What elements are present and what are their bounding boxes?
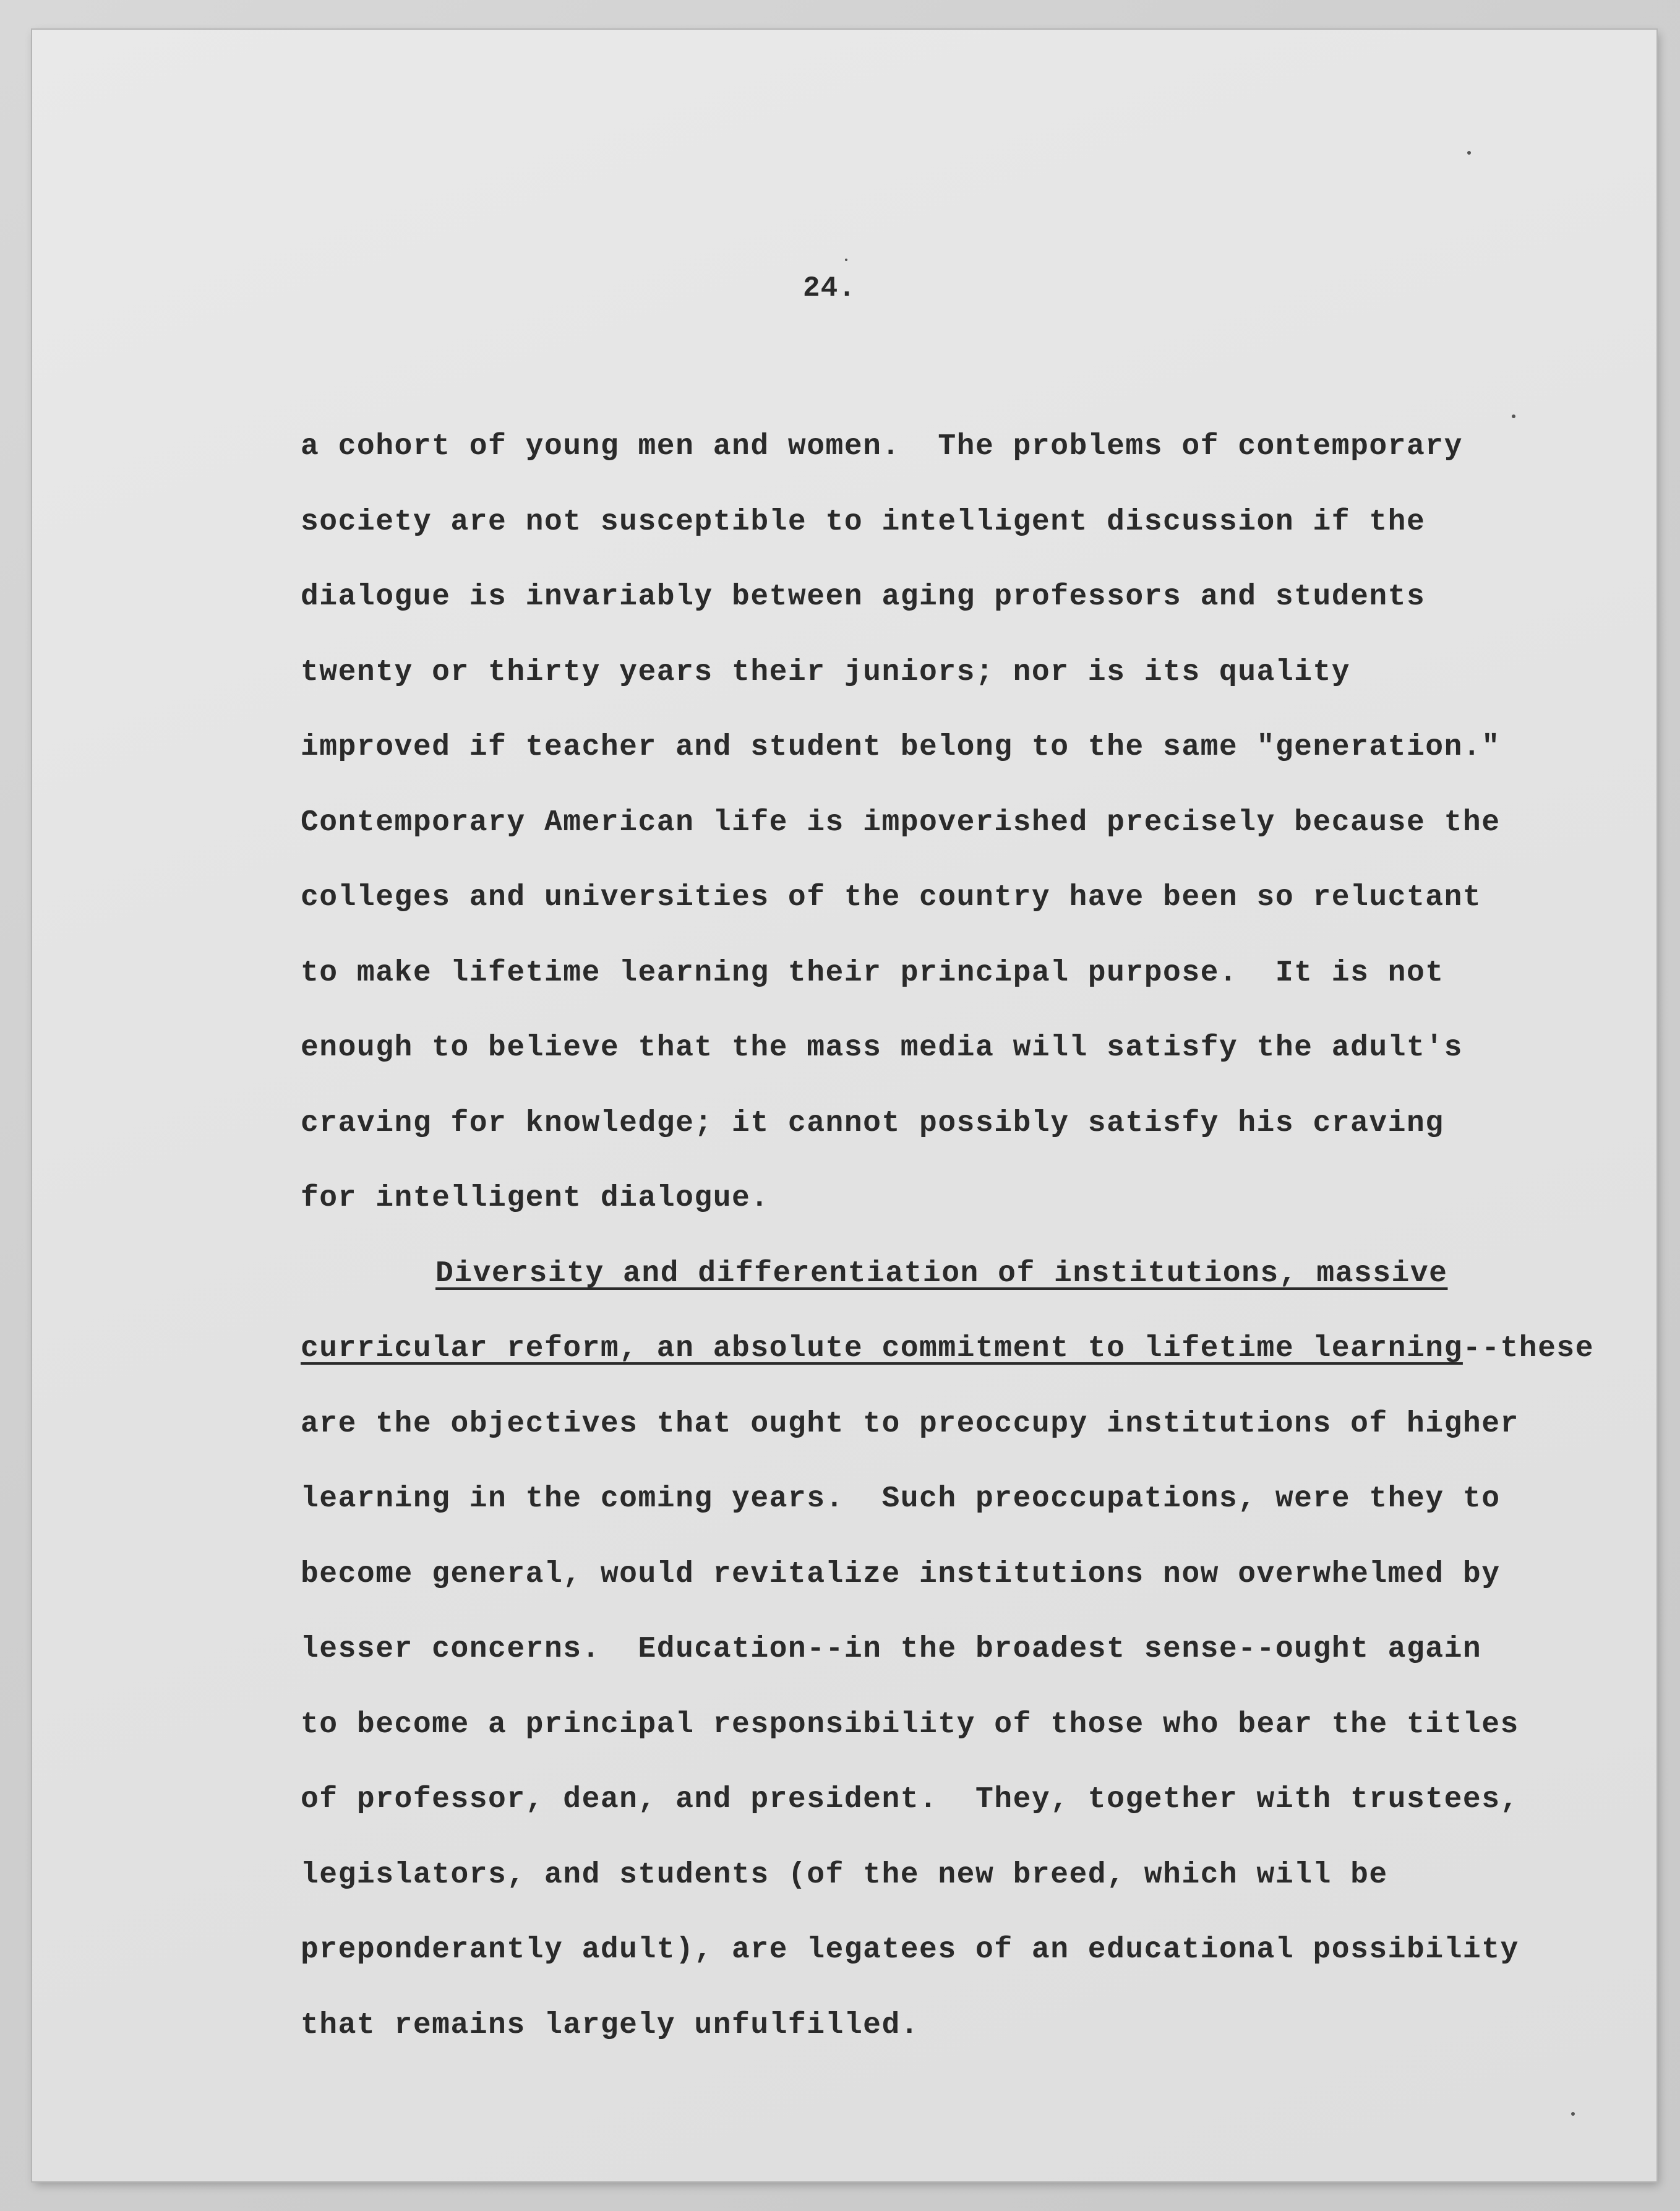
text-line: improved if teacher and student belong to the same "generation." (301, 731, 1501, 764)
line-continuation: --these (1462, 1332, 1595, 1365)
text-line: to become a principal responsibility of those who bear the titles (301, 1707, 1519, 1741)
text-line: of professor, dean, and president. They, together with trustees, (301, 1783, 1519, 1816)
text-line: Contemporary American life is impoverished precisely because the (301, 805, 1501, 839)
text-line: craving for knowledge; it cannot possibly satisfy his craving (301, 1106, 1444, 1140)
text-line: become general, would revitalize institutions now overwhelmed by (301, 1557, 1501, 1591)
text-line: enough to believe that the mass media will satisfy the adult's (301, 1031, 1463, 1065)
page-number: 24. (803, 272, 856, 304)
paragraph (301, 410, 1661, 1237)
paragraph (301, 1237, 1661, 2064)
text-line (301, 1237, 1661, 1312)
dust-speck (1467, 151, 1471, 155)
text-line (301, 1312, 1661, 1387)
text-line: learning in the coming years. Such preoccupations, were they to (301, 1482, 1501, 1516)
text-line: that remains largely unfulfilled. (301, 2008, 920, 2042)
text-line: society are not susceptible to intelligent discussion if the (301, 505, 1426, 539)
text-line: are the objectives that ought to preoccupy institutions of higher (301, 1407, 1519, 1441)
text-line: dialogue is invariably between aging professors and students (301, 580, 1426, 614)
text-line: legislators, and students (of the new breed, which will be (301, 1858, 1388, 1892)
text-line: for intelligent dialogue. (301, 1182, 769, 1215)
text-line: lesser concerns. Education--in the broadest sense--ought again (301, 1633, 1482, 1666)
dust-speck (845, 259, 847, 261)
dust-speck (1571, 2112, 1575, 2116)
text-line: to make lifetime learning their principal purpose. It is not (301, 956, 1444, 990)
underlined-phrase: curricular reform, an absolute commitment to lifetime learning (301, 1332, 1463, 1365)
document-page (32, 30, 1656, 2181)
text-line: colleges and universities of the country have been so reluctant (301, 881, 1482, 914)
text-line: twenty or thirty years their juniors; nor is its quality (301, 655, 1351, 689)
body-text (301, 410, 1661, 2063)
underlined-phrase: Diversity and differentiation of institutions, massive (435, 1256, 1448, 1290)
text-line: preponderantly adult), are legatees of an educational possibility (301, 1933, 1519, 1967)
text-line: a cohort of young men and women. The problems of contemporary (301, 430, 1463, 463)
